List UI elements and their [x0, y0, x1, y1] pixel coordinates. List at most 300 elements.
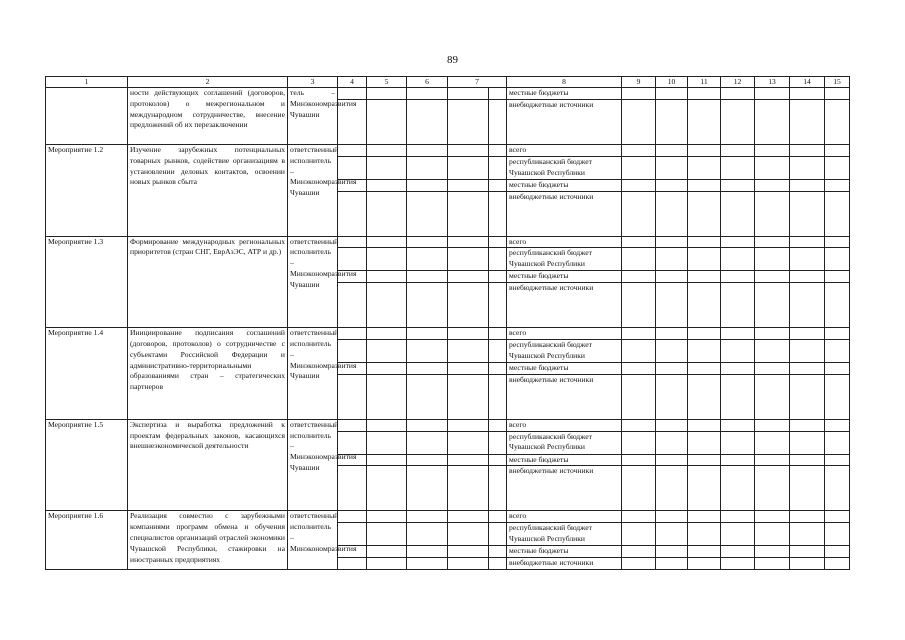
amount-cell	[407, 271, 448, 283]
amount-cell	[622, 328, 656, 340]
measure-description: Экспертиза и выработка предложений к проектам федеральных законов, касающихся внешнеэкономической деятельности	[128, 419, 288, 511]
amount-cell	[489, 374, 507, 419]
amount-cell	[755, 248, 790, 271]
funding-source	[507, 248, 622, 271]
amount-cell	[688, 88, 721, 100]
amount-cell	[688, 466, 721, 511]
amount-cell	[755, 511, 790, 523]
amount-cell	[407, 100, 448, 145]
amount-cell	[407, 88, 448, 100]
funding-source	[507, 328, 622, 340]
amount-cell	[825, 374, 850, 419]
amount-cell	[407, 511, 448, 523]
table-row	[46, 145, 850, 157]
amount-cell	[721, 419, 755, 431]
amount-cell	[448, 431, 489, 454]
measure-name: Мероприятие 1.3	[46, 236, 128, 328]
amount-cell	[721, 156, 755, 179]
amount-cell	[688, 156, 721, 179]
amount-cell	[448, 546, 489, 558]
amount-cell	[622, 419, 656, 431]
amount-cell	[688, 283, 721, 328]
amount-cell	[489, 454, 507, 466]
amount-cell	[367, 511, 407, 523]
amount-cell	[825, 466, 850, 511]
amount-cell	[489, 248, 507, 271]
col-header: 5	[367, 77, 407, 88]
amount-cell	[367, 362, 407, 374]
measure-name: Мероприятие 1.5	[46, 419, 128, 511]
responsible-executor: ответственный исполнитель – Минэкономразвития Чувашии	[288, 236, 338, 328]
amount-cell	[755, 88, 790, 100]
amount-cell	[825, 236, 850, 248]
amount-cell	[790, 374, 825, 419]
amount-cell	[407, 339, 448, 362]
amount-cell	[825, 179, 850, 191]
amount-cell	[407, 236, 448, 248]
amount-cell	[790, 431, 825, 454]
funding-source	[507, 511, 622, 523]
amount-cell	[790, 191, 825, 236]
amount-cell	[755, 466, 790, 511]
amount-cell	[489, 362, 507, 374]
funding-source-label: всего	[509, 236, 527, 246]
col-header: 2	[128, 77, 288, 88]
amount-cell	[622, 431, 656, 454]
amount-cell	[688, 523, 721, 546]
amount-cell	[367, 557, 407, 569]
amount-cell	[622, 511, 656, 523]
funding-source	[507, 156, 622, 179]
funding-source-label: внебюджетные источники	[509, 466, 594, 476]
amount-cell	[755, 454, 790, 466]
funding-source	[507, 100, 622, 145]
amount-cell	[825, 339, 850, 362]
amount-cell	[448, 283, 489, 328]
amount-cell	[656, 523, 688, 546]
amount-cell	[825, 100, 850, 145]
amount-cell	[338, 431, 367, 454]
amount-cell	[448, 328, 489, 340]
amount-cell	[721, 145, 755, 157]
amount-cell	[688, 328, 721, 340]
funding-source	[507, 557, 622, 569]
amount-cell	[656, 339, 688, 362]
amount-cell	[790, 546, 825, 558]
amount-cell	[721, 283, 755, 328]
amount-cell	[688, 362, 721, 374]
amount-cell	[790, 88, 825, 100]
amount-cell	[407, 248, 448, 271]
col-header: 4	[338, 77, 367, 88]
funding-source-label: местные бюджеты	[509, 271, 569, 281]
funding-source-label: всего	[509, 419, 527, 429]
amount-cell	[338, 248, 367, 271]
amount-cell	[338, 145, 367, 157]
amount-cell	[825, 511, 850, 523]
amount-cell	[622, 523, 656, 546]
page-number: 89	[447, 54, 458, 66]
amount-cell	[622, 362, 656, 374]
amount-cell	[688, 100, 721, 145]
responsible-executor: тель – Минэкономразвития Чувашии	[288, 88, 338, 145]
amount-cell	[622, 271, 656, 283]
amount-cell	[688, 546, 721, 558]
amount-cell	[448, 466, 489, 511]
amount-cell	[489, 523, 507, 546]
amount-cell	[367, 191, 407, 236]
amount-cell	[367, 328, 407, 340]
amount-cell	[448, 419, 489, 431]
funding-source	[507, 236, 622, 248]
amount-cell	[721, 362, 755, 374]
amount-cell	[790, 511, 825, 523]
amount-cell	[489, 339, 507, 362]
amount-cell	[721, 328, 755, 340]
amount-cell	[489, 546, 507, 558]
amount-cell	[367, 100, 407, 145]
amount-cell	[367, 454, 407, 466]
amount-cell	[338, 88, 367, 100]
amount-cell	[825, 145, 850, 157]
amount-cell	[755, 179, 790, 191]
amount-cell	[688, 419, 721, 431]
funding-source	[507, 431, 622, 454]
col-header: 12	[721, 77, 755, 88]
amount-cell	[367, 466, 407, 511]
amount-cell	[755, 339, 790, 362]
amount-cell	[755, 362, 790, 374]
col-header: 15	[825, 77, 850, 88]
amount-cell	[622, 339, 656, 362]
funding-source	[507, 454, 622, 466]
measure-description: Формирование международных региональных приоритетов (стран СНГ, ЕврАзЭС, АТР и др.)	[128, 236, 288, 328]
amount-cell	[489, 557, 507, 569]
table-row	[46, 511, 850, 523]
amount-cell	[622, 179, 656, 191]
amount-cell	[721, 191, 755, 236]
amount-cell	[790, 328, 825, 340]
funding-source	[507, 283, 622, 328]
amount-cell	[407, 419, 448, 431]
amount-cell	[790, 557, 825, 569]
amount-cell	[790, 362, 825, 374]
funding-source-label: республиканский бюджет Чувашской Республики	[509, 339, 592, 360]
amount-cell	[688, 236, 721, 248]
amount-cell	[825, 156, 850, 179]
amount-cell	[688, 557, 721, 569]
amount-cell	[721, 431, 755, 454]
amount-cell	[656, 271, 688, 283]
amount-cell	[656, 191, 688, 236]
amount-cell	[367, 419, 407, 431]
col-header: 13	[755, 77, 790, 88]
budget-table	[45, 76, 850, 570]
amount-cell	[656, 546, 688, 558]
amount-cell	[721, 546, 755, 558]
amount-cell	[825, 191, 850, 236]
amount-cell	[448, 191, 489, 236]
amount-cell	[407, 546, 448, 558]
amount-cell	[448, 271, 489, 283]
amount-cell	[448, 362, 489, 374]
amount-cell	[407, 179, 448, 191]
responsible-executor: ответственный исполнитель – Минэкономразвития	[288, 511, 338, 570]
amount-cell	[656, 328, 688, 340]
amount-cell	[656, 431, 688, 454]
amount-cell	[755, 156, 790, 179]
amount-cell	[790, 419, 825, 431]
amount-cell	[448, 248, 489, 271]
measure-description: ности действующих соглашений (договоров, протоколов) о межрегиональном и международном сотрудничестве, внесение предложений об их перезаключении	[128, 88, 288, 145]
amount-cell	[656, 88, 688, 100]
funding-source	[507, 271, 622, 283]
amount-cell	[825, 248, 850, 271]
amount-cell	[688, 248, 721, 271]
amount-cell	[790, 523, 825, 546]
amount-cell	[656, 362, 688, 374]
funding-source-label: республиканский бюджет Чувашской Республики	[509, 156, 592, 177]
amount-cell	[338, 374, 367, 419]
amount-cell	[656, 100, 688, 145]
responsible-executor: ответственный исполнитель – Минэкономразвития Чувашии	[288, 328, 338, 420]
amount-cell	[656, 156, 688, 179]
amount-cell	[622, 466, 656, 511]
amount-cell	[622, 156, 656, 179]
amount-cell	[656, 511, 688, 523]
amount-cell	[656, 454, 688, 466]
amount-cell	[622, 454, 656, 466]
amount-cell	[622, 546, 656, 558]
amount-cell	[367, 88, 407, 100]
amount-cell	[489, 511, 507, 523]
amount-cell	[407, 466, 448, 511]
funding-source	[507, 179, 622, 191]
amount-cell	[338, 283, 367, 328]
funding-source-label: всего	[509, 145, 527, 154]
amount-cell	[656, 374, 688, 419]
amount-cell	[755, 100, 790, 145]
amount-cell	[688, 511, 721, 523]
amount-cell	[367, 283, 407, 328]
amount-cell	[688, 339, 721, 362]
amount-cell	[755, 419, 790, 431]
amount-cell	[407, 523, 448, 546]
funding-source-label: местные бюджеты	[509, 179, 569, 189]
funding-source-label: внебюджетные источники	[509, 557, 594, 567]
amount-cell	[790, 156, 825, 179]
amount-cell	[825, 523, 850, 546]
funding-source-label: местные бюджеты	[509, 362, 569, 372]
funding-source	[507, 466, 622, 511]
amount-cell	[448, 557, 489, 569]
funding-source-label: внебюджетные источники	[509, 283, 594, 293]
table-row	[46, 88, 850, 100]
amount-cell	[721, 557, 755, 569]
amount-cell	[790, 339, 825, 362]
amount-cell	[825, 546, 850, 558]
amount-cell	[489, 271, 507, 283]
amount-cell	[407, 431, 448, 454]
amount-cell	[721, 466, 755, 511]
amount-cell	[825, 431, 850, 454]
amount-cell	[825, 419, 850, 431]
amount-cell	[489, 466, 507, 511]
amount-cell	[790, 100, 825, 145]
funding-source	[507, 145, 622, 157]
funding-source-label: всего	[509, 511, 527, 521]
amount-cell	[755, 431, 790, 454]
amount-cell	[688, 145, 721, 157]
funding-source-label: республиканский бюджет Чувашской Республики	[509, 248, 592, 269]
amount-cell	[448, 88, 489, 100]
amount-cell	[721, 374, 755, 419]
amount-cell	[721, 454, 755, 466]
amount-cell	[338, 339, 367, 362]
amount-cell	[367, 236, 407, 248]
amount-cell	[489, 431, 507, 454]
amount-cell	[755, 557, 790, 569]
amount-cell	[755, 191, 790, 236]
responsible-executor: ответственный исполнитель – Минэкономразвития Чувашии	[288, 145, 338, 237]
col-header: 11	[688, 77, 721, 88]
funding-source	[507, 374, 622, 419]
amount-cell	[622, 557, 656, 569]
amount-cell	[755, 523, 790, 546]
measure-description: Инициирование подписания соглашений (договоров, протоколов) о сотрудничестве с субъектами Российской Федерации и административно-территориальными образованиями стран – стратегических партнеров	[128, 328, 288, 420]
amount-cell	[721, 271, 755, 283]
amount-cell	[721, 100, 755, 145]
amount-cell	[407, 362, 448, 374]
amount-cell	[367, 546, 407, 558]
amount-cell	[721, 511, 755, 523]
amount-cell	[656, 236, 688, 248]
amount-cell	[489, 236, 507, 248]
funding-source-label: всего	[509, 328, 527, 338]
amount-cell	[721, 88, 755, 100]
amount-cell	[825, 271, 850, 283]
amount-cell	[367, 248, 407, 271]
amount-cell	[622, 191, 656, 236]
col-header: 9	[622, 77, 656, 88]
amount-cell	[489, 156, 507, 179]
amount-cell	[688, 191, 721, 236]
amount-cell	[825, 362, 850, 374]
amount-cell	[489, 283, 507, 328]
amount-cell	[790, 454, 825, 466]
amount-cell	[790, 271, 825, 283]
amount-cell	[825, 557, 850, 569]
funding-source-label: внебюджетные источники	[509, 191, 594, 201]
col-header: 10	[656, 77, 688, 88]
amount-cell	[622, 248, 656, 271]
col-header: 6	[407, 77, 448, 88]
amount-cell	[721, 523, 755, 546]
amount-cell	[448, 511, 489, 523]
amount-cell	[407, 374, 448, 419]
funding-source	[507, 546, 622, 558]
funding-source-label: республиканский бюджет Чувашской Республики	[509, 431, 592, 452]
amount-cell	[656, 557, 688, 569]
col-header: 1	[46, 77, 128, 88]
measure-name: Мероприятие 1.2	[46, 145, 128, 237]
funding-source-label: внебюджетные источники	[509, 100, 594, 109]
amount-cell	[755, 546, 790, 558]
col-header: 14	[790, 77, 825, 88]
amount-cell	[448, 374, 489, 419]
amount-cell	[622, 145, 656, 157]
amount-cell	[407, 283, 448, 328]
amount-cell	[721, 179, 755, 191]
amount-cell	[622, 100, 656, 145]
amount-cell	[448, 179, 489, 191]
amount-cell	[721, 248, 755, 271]
amount-cell	[656, 145, 688, 157]
amount-cell	[688, 374, 721, 419]
responsible-executor: ответственный исполнитель – Минэкономразвития Чувашии	[288, 419, 338, 511]
amount-cell	[367, 339, 407, 362]
amount-cell	[489, 100, 507, 145]
amount-cell	[448, 236, 489, 248]
amount-cell	[721, 236, 755, 248]
amount-cell	[448, 523, 489, 546]
amount-cell	[790, 179, 825, 191]
amount-cell	[688, 431, 721, 454]
funding-source-label: республиканский бюджет Чувашской Республики	[509, 523, 592, 543]
amount-cell	[825, 328, 850, 340]
amount-cell	[825, 283, 850, 328]
amount-cell	[367, 431, 407, 454]
amount-cell	[790, 466, 825, 511]
amount-cell	[489, 328, 507, 340]
amount-cell	[407, 145, 448, 157]
amount-cell	[338, 328, 367, 340]
amount-cell	[338, 466, 367, 511]
col-header: 8	[507, 77, 622, 88]
amount-cell	[338, 557, 367, 569]
amount-cell	[407, 454, 448, 466]
amount-cell	[755, 283, 790, 328]
amount-cell	[407, 156, 448, 179]
amount-cell	[622, 88, 656, 100]
amount-cell	[755, 328, 790, 340]
amount-cell	[367, 179, 407, 191]
amount-cell	[688, 454, 721, 466]
funding-source	[507, 419, 622, 431]
amount-cell	[338, 419, 367, 431]
funding-source-label: местные бюджеты	[509, 88, 569, 97]
amount-cell	[656, 419, 688, 431]
amount-cell	[489, 179, 507, 191]
funding-source	[507, 362, 622, 374]
amount-cell	[367, 271, 407, 283]
measure-name: Мероприятие 1.6	[46, 511, 128, 570]
amount-cell	[448, 454, 489, 466]
amount-cell	[755, 374, 790, 419]
measure-name: Мероприятие 1.4	[46, 328, 128, 420]
amount-cell	[755, 236, 790, 248]
amount-cell	[825, 454, 850, 466]
amount-cell	[489, 419, 507, 431]
table-row	[46, 236, 850, 248]
amount-cell	[407, 328, 448, 340]
amount-cell	[338, 191, 367, 236]
amount-cell	[622, 374, 656, 419]
amount-cell	[755, 271, 790, 283]
amount-cell	[489, 145, 507, 157]
table-row	[46, 419, 850, 431]
measure-name	[46, 88, 128, 145]
